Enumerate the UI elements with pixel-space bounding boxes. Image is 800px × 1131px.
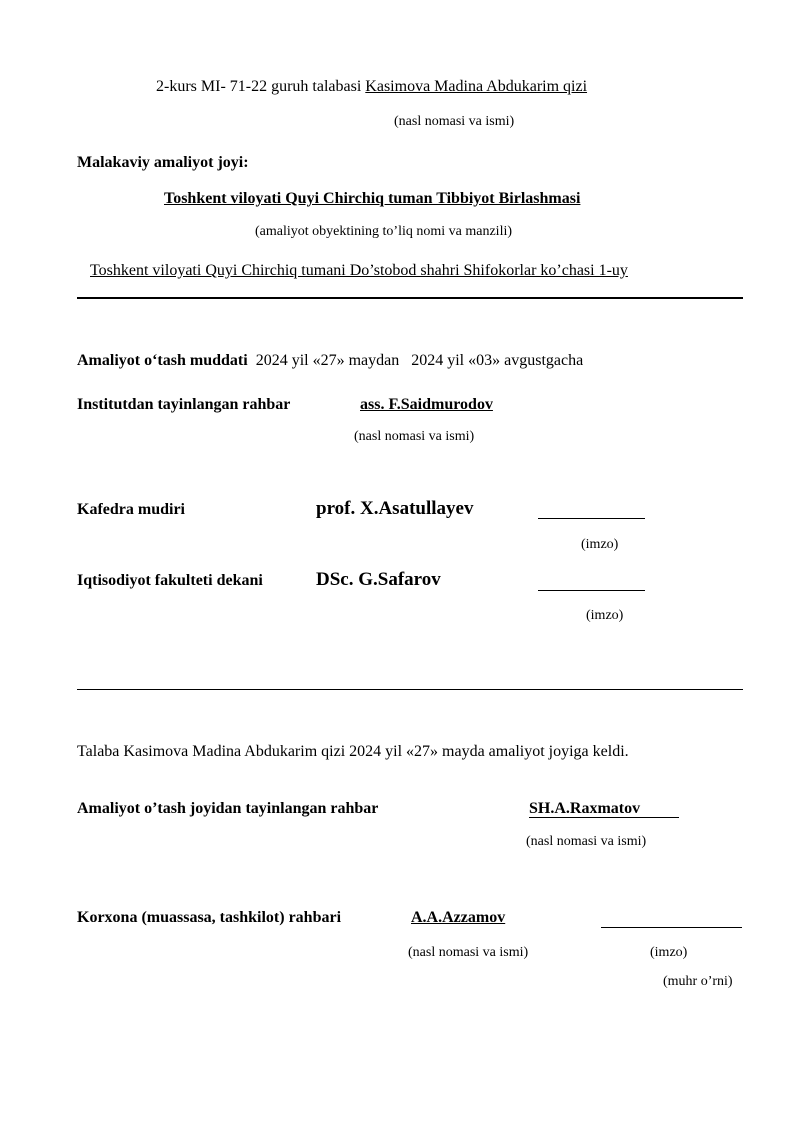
divider-top — [77, 297, 743, 299]
place-heading: Malakaviy amaliyot joyi: — [77, 154, 249, 171]
enterprise-head-sign-caption: (imzo) — [650, 945, 688, 960]
period-label: Amaliyot o‘tash muddati — [77, 352, 248, 369]
department-head-name: prof. X.Asatullayev — [316, 498, 474, 519]
enterprise-head-signature-line — [601, 910, 742, 933]
place-caption: (amaliyot obyektining to’liq nomi va manzili) — [255, 224, 513, 239]
site-supervisor-label: Amaliyot o’tash joyidan tayinlangan rahbar — [77, 800, 379, 817]
dean-signature-line — [538, 572, 645, 596]
site-supervisor-caption: (nasl nomasi va ismi) — [526, 834, 647, 849]
enterprise-head-name: A.A.Azzamov — [411, 909, 506, 926]
dean-name: DSc. G.Safarov — [316, 569, 441, 590]
student-line — [156, 78, 587, 96]
divider-middle — [77, 689, 743, 690]
enterprise-head-stamp-caption: (muhr o’rni) — [663, 974, 733, 989]
place-address: Toshkent viloyati Quyi Chirchiq tumani Do’stobod shahri Shifokorlar ko’chasi 1-uy — [90, 262, 628, 279]
arrival-text: Talaba Kasimova Madina Abdukarim qizi 2024 yil «27» mayda amaliyot joyiga keldi. — [77, 743, 629, 760]
institute-supervisor-name: ass. F.Saidmurodov — [360, 396, 493, 413]
enterprise-head-label: Korxona (muassasa, tashkilot) rahbari — [77, 909, 342, 926]
period-from: 2024 yil «27» maydan — [255, 352, 400, 369]
period-to: 2024 yil «03» avgustgacha — [411, 352, 584, 369]
student-name-caption: (nasl nomasi va ismi) — [394, 114, 515, 129]
enterprise-head-name-caption: (nasl nomasi va ismi) — [408, 945, 529, 960]
period-line — [77, 352, 583, 370]
site-supervisor-field — [529, 800, 679, 818]
student-prefix: 2-kurs MI- 71-22 guruh talabasi — [156, 78, 362, 95]
dean-label: Iqtisodiyot fakulteti dekani — [77, 572, 263, 589]
dean-sign-caption: (imzo) — [586, 608, 624, 623]
place-organization: Toshkent viloyati Quyi Chirchiq tuman Tibbiyot Birlashmasi — [164, 190, 581, 207]
institute-supervisor-label: Institutdan tayinlangan rahbar — [77, 396, 291, 413]
department-head-signature-line — [538, 500, 645, 524]
department-head-label: Kafedra mudiri — [77, 501, 185, 518]
site-supervisor-name: SH.A.Raxmatov — [529, 800, 641, 817]
student-name: Kasimova Madina Abdukarim qizi — [365, 78, 588, 95]
department-head-sign-caption: (imzo) — [581, 537, 619, 552]
institute-supervisor-caption: (nasl nomasi va ismi) — [354, 429, 475, 444]
